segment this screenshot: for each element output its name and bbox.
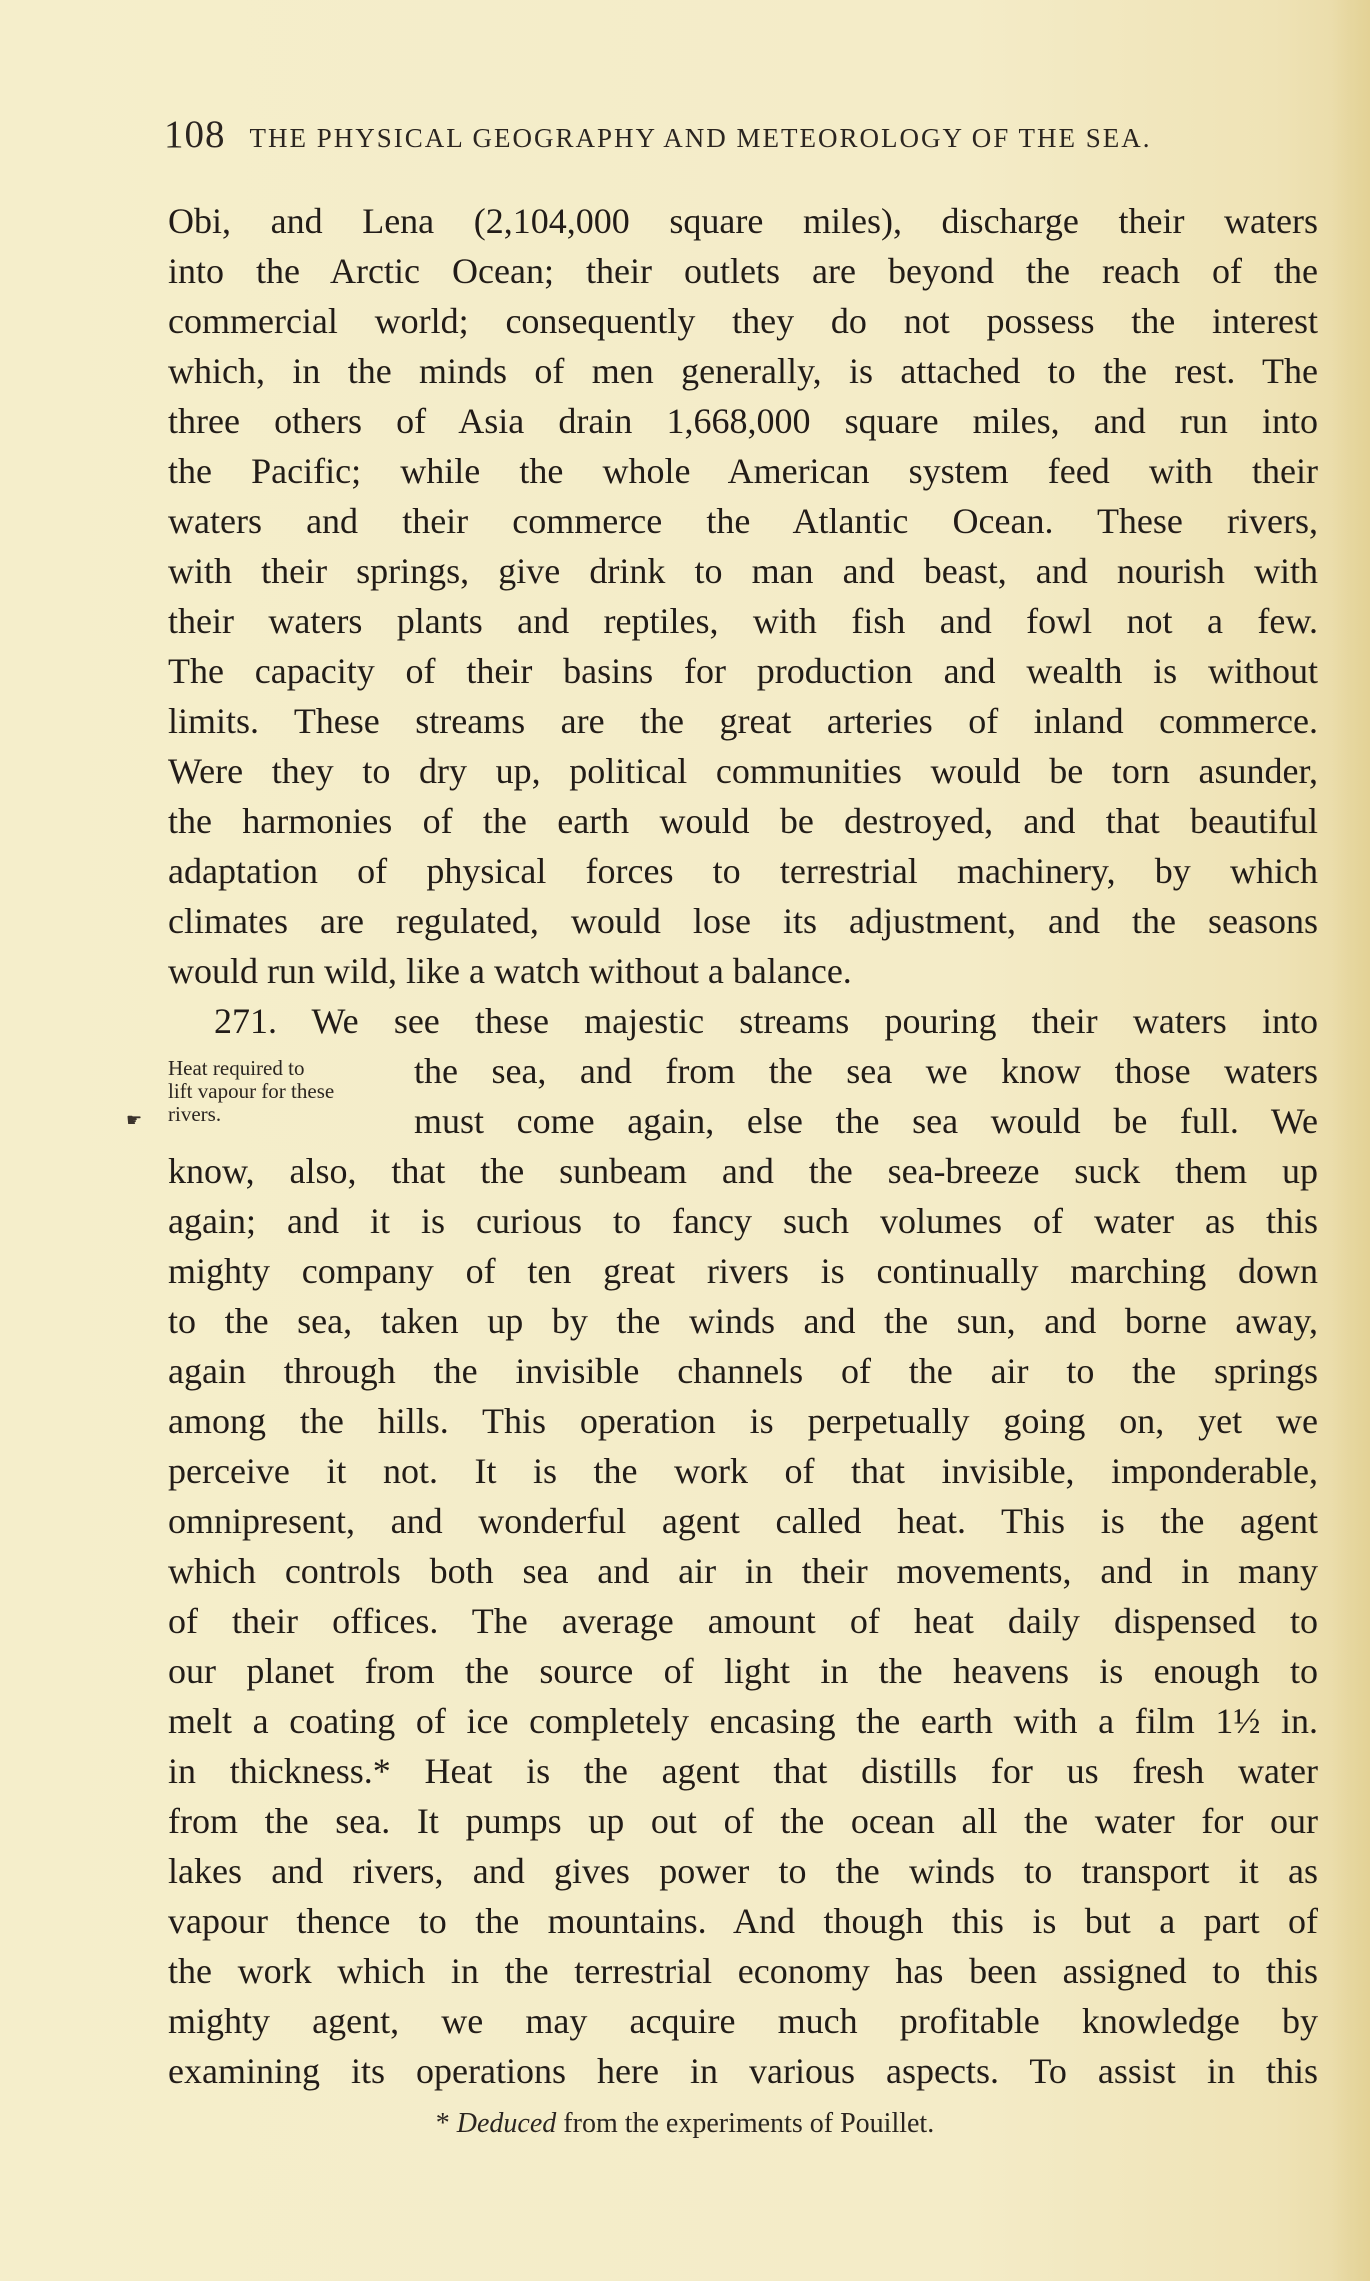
sidenote-line: Heat required to: [168, 1056, 305, 1080]
body-text-line: adaptation of physical forces to terrestrial machinery, by which: [168, 851, 1318, 891]
body-text-line: the work which in the terrestrial economy has been assigned to this: [168, 1951, 1318, 1991]
body-text-line: their waters plants and reptiles, with fish and fowl not a few.: [168, 601, 1318, 641]
body-text-line: three others of Asia drain 1,668,000 square miles, and run into: [168, 401, 1318, 441]
page-number: 108: [164, 113, 226, 156]
body-text-line: the sea, and from the sea we know those waters: [414, 1051, 1318, 1091]
footnote-italic: Deduced: [456, 2108, 557, 2139]
body-text-line: mighty company of ten great rivers is continually marching down: [168, 1251, 1318, 1291]
sidenote-line: lift vapour for these: [168, 1079, 335, 1103]
body-text-line: Obi, and Lena (2,104,000 square miles), discharge their waters: [168, 201, 1318, 241]
body-text-line: in thickness.* Heat is the agent that distills for us fresh water: [168, 1751, 1318, 1791]
body-text-line: from the sea. It pumps up out of the ocean all the water for our: [168, 1801, 1318, 1841]
body-text-line: among the hills. This operation is perpetually going on, yet we: [168, 1401, 1318, 1441]
paragraph-271-first-line: 271. We see these majestic streams pouring their waters into: [214, 1001, 1318, 1041]
body-text-line: The capacity of their basins for production and wealth is without: [168, 651, 1318, 691]
book-title: THE PHYSICAL GEOGRAPHY AND METEOROLOGY OF THE SEA.: [249, 123, 1152, 153]
body-text-line: again; and it is curious to fancy such volumes of water as this: [168, 1201, 1318, 1241]
body-text-line: melt a coating of ice completely encasing the earth with a film 1½ in.: [168, 1701, 1318, 1741]
body-text-line: Were they to dry up, political communities would be torn asunder,: [168, 751, 1318, 791]
body-text-line: into the Arctic Ocean; their outlets are beyond the reach of the: [168, 251, 1318, 291]
page-edge-shading: [1332, 0, 1370, 2281]
body-text-line: would run wild, like a watch without a balance.: [168, 951, 852, 991]
body-text-line: lakes and rivers, and gives power to the winds to transport it as: [168, 1851, 1318, 1891]
pointer-mark-icon: ☛: [126, 1110, 143, 1131]
body-text-line: perceive it not. It is the work of that invisible, imponderable,: [168, 1451, 1318, 1491]
body-text-line: to the sea, taken up by the winds and the sun, and borne away,: [168, 1301, 1318, 1341]
footnote: [0, 2108, 1370, 2140]
body-text-line: of their offices. The average amount of heat daily dispensed to: [168, 1601, 1318, 1641]
body-text-line: the harmonies of the earth would be destroyed, and that beautiful: [168, 801, 1318, 841]
body-text-line: the Pacific; while the whole American system feed with their: [168, 451, 1318, 491]
body-text-line: know, also, that the sunbeam and the sea-breeze suck them up: [168, 1151, 1318, 1191]
body-text-line: omnipresent, and wonderful agent called heat. This is the agent: [168, 1501, 1318, 1541]
footnote-marker: *: [435, 2108, 457, 2139]
body-text-line: mighty agent, we may acquire much profitable knowledge by: [168, 2001, 1318, 2041]
body-text-line: must come again, else the sea would be full. We: [414, 1101, 1318, 1141]
body-text-line: vapour thence to the mountains. And though this is but a part of: [168, 1901, 1318, 1941]
body-text-line: which controls both sea and air in their movements, and in many: [168, 1551, 1318, 1591]
body-text-line: examining its operations here in various aspects. To assist in this: [168, 2051, 1318, 2091]
sidenote-line: rivers.: [168, 1102, 222, 1126]
body-text-line: again through the invisible channels of the air to the springs: [168, 1351, 1318, 1391]
body-text-line: limits. These streams are the great arteries of inland commerce.: [168, 701, 1318, 741]
body-text-line: climates are regulated, would lose its adjustment, and the seasons: [168, 901, 1318, 941]
body-text-line: waters and their commerce the Atlantic Ocean. These rivers,: [168, 501, 1318, 541]
body-text-line: with their springs, give drink to man and beast, and nourish with: [168, 551, 1318, 591]
body-text-line: our planet from the source of light in the heavens is enough to: [168, 1651, 1318, 1691]
body-text-line: commercial world; consequently they do not possess the interest: [168, 301, 1318, 341]
footnote-text: from the experiments of Pouillet.: [556, 2108, 935, 2139]
running-head: [164, 112, 1264, 162]
margin-sidenote: [168, 1057, 398, 1126]
body-text-line: which, in the minds of men generally, is attached to the rest. The: [168, 351, 1318, 391]
